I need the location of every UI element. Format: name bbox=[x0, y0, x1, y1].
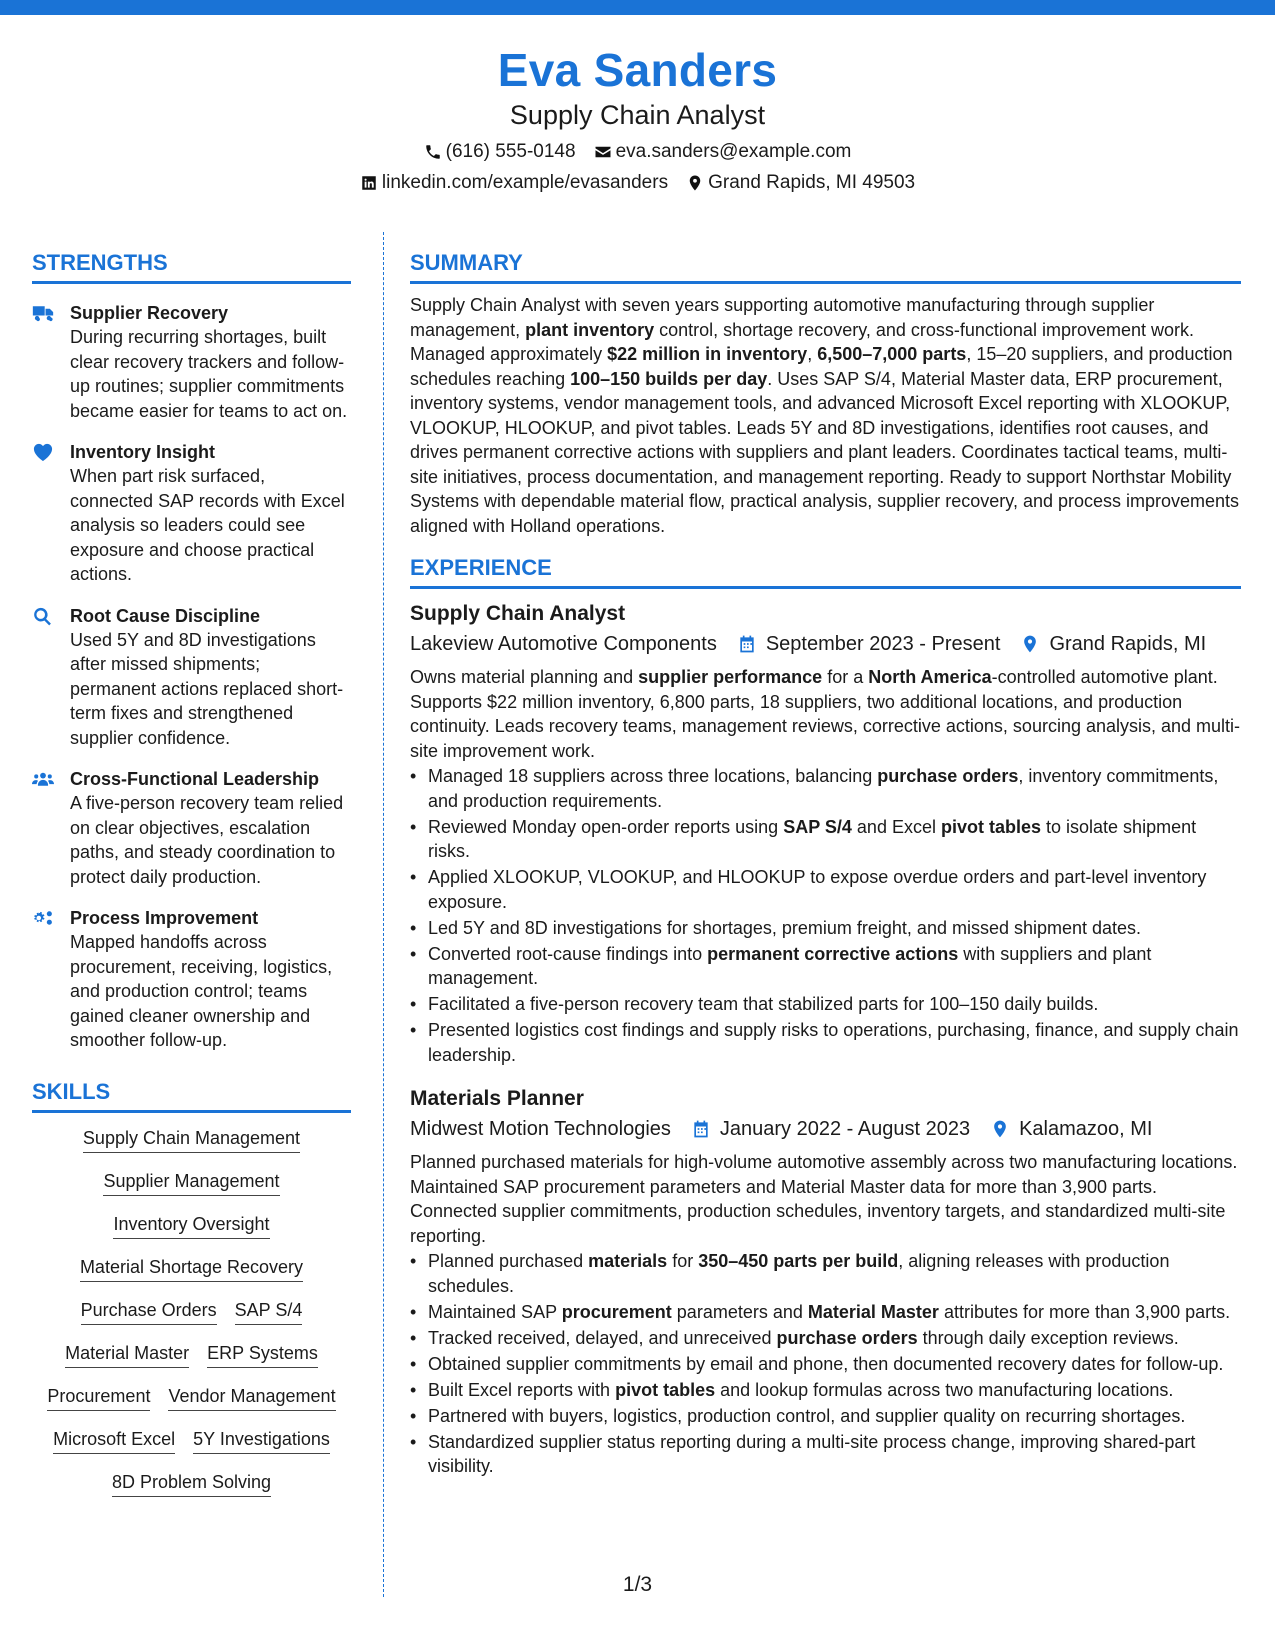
skill-tag: 5Y Investigations bbox=[193, 1428, 330, 1454]
emphasis-text: 350–450 parts per build bbox=[698, 1251, 899, 1271]
strength-item bbox=[32, 301, 351, 423]
location-text: Grand Rapids, MI 49503 bbox=[708, 172, 916, 193]
text-run: for bbox=[667, 1251, 699, 1271]
phone-icon bbox=[424, 143, 442, 161]
text-run: Planned purchased materials for high-volume automotive assembly across two manufacturing locations. Maintained SAP procurement parameters and Material Master data for more than 3,900 parts. Connected supplier commitments, production schedules, inventory targets, and standardized multi-site reporting. bbox=[410, 1152, 1238, 1246]
phone-text: (616) 555-0148 bbox=[445, 141, 576, 162]
emphasis-text: plant inventory bbox=[525, 319, 655, 340]
linkedin-contact[interactable] bbox=[360, 171, 668, 195]
strength-desc: Used 5Y and 8D investigations after missed shipments; permanent actions replaced short-term fixes and strengthened supplier confidence. bbox=[70, 629, 344, 748]
strength-title: Inventory Insight bbox=[70, 442, 216, 462]
text-run: through daily exception reviews. bbox=[917, 1327, 1179, 1348]
job-dates: January 2022 - August 2023 bbox=[719, 1118, 971, 1140]
skill-tag: ERP Systems bbox=[207, 1342, 318, 1368]
text-run: parameters and bbox=[671, 1301, 808, 1322]
phone-contact[interactable] bbox=[424, 140, 576, 164]
emphasis-text: supplier performance bbox=[638, 667, 823, 687]
text-run: Obtained supplier commitments by email and phone, then documented recovery dates for follow-up. bbox=[428, 1353, 1224, 1374]
skill-tag: Supply Chain Management bbox=[83, 1127, 300, 1153]
strength-desc: When part risk surfaced, connected SAP records with Excel analysis so leaders could see exposure and choose practical actions. bbox=[70, 466, 345, 584]
search-icon bbox=[32, 606, 54, 626]
bullet-item bbox=[410, 916, 1241, 941]
location-contact bbox=[686, 171, 915, 195]
text-run: to isolate shipment risks. bbox=[428, 816, 1197, 861]
skill-tag: SAP S/4 bbox=[235, 1299, 303, 1325]
emphasis-text: Material Master bbox=[807, 1301, 939, 1322]
text-run: Presented logistics cost findings and supply risks to operations, purchasing, finance, and supply chain leadership. bbox=[428, 1020, 1239, 1065]
map-pin-icon bbox=[686, 174, 704, 192]
text-run: -controlled automotive plant. Supports $22 million inventory, 6,800 parts, 18 suppliers, two additional locations, and production continuity. Leads recovery teams, management reviews, corrective actions, sourcing analysis, and multi-site improvement work. bbox=[410, 667, 1241, 761]
emphasis-text: pivot tables bbox=[940, 816, 1042, 837]
job-company: Lakeview Automotive Components bbox=[410, 633, 717, 655]
text-run: Owns material planning and bbox=[410, 667, 639, 687]
users-icon bbox=[32, 769, 54, 789]
skill-tag: Procurement bbox=[47, 1385, 150, 1411]
bullet-item bbox=[410, 764, 1241, 813]
skills-heading: SKILLS bbox=[32, 1077, 351, 1113]
text-run: for a bbox=[822, 667, 869, 687]
calendar-icon bbox=[691, 1119, 711, 1139]
skill-row bbox=[32, 1256, 351, 1282]
map-pin-icon bbox=[990, 1119, 1010, 1139]
text-run: , bbox=[807, 344, 818, 364]
job-location: Kalamazoo, MI bbox=[1019, 1118, 1153, 1140]
strength-desc: Mapped handoffs across procurement, receiving, logistics, and production control; teams gained cleaner ownership and smoother follow-up. bbox=[70, 932, 333, 1050]
strength-item bbox=[32, 440, 351, 587]
summary-text bbox=[410, 293, 1241, 538]
strengths-section bbox=[32, 248, 351, 1053]
job-title: Supply Chain Analyst bbox=[410, 602, 626, 625]
strength-desc: A five-person recovery team relied on clear objectives, escalation paths, and steady coordination to protect daily production. bbox=[70, 793, 344, 887]
skill-tag: Inventory Oversight bbox=[113, 1213, 269, 1239]
experience-heading: EXPERIENCE bbox=[410, 553, 1241, 589]
text-run: . Uses SAP S/4, Material Master data, ERP procurement, inventory systems, vendor management tools, and advanced Microsoft Excel reporting with XLOOKUP, VLOOKUP, HLOOKUP, and pivot tables. Leads 5Y and 8D investigations, identifies root causes, and drives permanent corrective actions with suppliers and plant leaders. Coordinates tactical teams, multi-site initiatives, process documentation, and management reporting. Ready to support Northstar Mobility Systems with dependable material flow, practical analysis, supplier recovery, and process improvements aligned with Holland operations. bbox=[410, 368, 1240, 536]
experience-section bbox=[410, 553, 1241, 1479]
skill-tag: Material Master bbox=[65, 1342, 189, 1368]
contact-line-1 bbox=[0, 140, 1275, 164]
resume-header bbox=[0, 42, 1275, 195]
column-divider bbox=[383, 232, 384, 1597]
skill-row bbox=[32, 1428, 351, 1454]
emphasis-text: permanent corrective actions bbox=[707, 943, 959, 964]
text-run: Applied XLOOKUP, VLOOKUP, and HLOOKUP to expose overdue orders and part-level inventory exposure. bbox=[428, 867, 1207, 912]
skill-row bbox=[32, 1342, 351, 1368]
candidate-role: Supply Chain Analyst bbox=[509, 100, 766, 130]
job-company: Midwest Motion Technologies bbox=[410, 1118, 671, 1140]
text-run: Maintained SAP bbox=[428, 1301, 562, 1322]
text-run: Managed 18 suppliers across three locations, balancing bbox=[428, 766, 878, 786]
skill-row bbox=[32, 1213, 351, 1239]
skill-row bbox=[32, 1385, 351, 1411]
bullet-item bbox=[410, 1018, 1241, 1067]
skill-row bbox=[32, 1170, 351, 1196]
skill-tag: Material Shortage Recovery bbox=[80, 1256, 303, 1282]
text-run: Supply Chain Analyst with seven years supporting automotive manufacturing through supplier management, bbox=[410, 295, 1155, 340]
bullet-item bbox=[410, 1300, 1241, 1325]
skill-row bbox=[32, 1471, 351, 1497]
bullet-item bbox=[410, 942, 1241, 991]
skill-tag: 8D Problem Solving bbox=[112, 1471, 271, 1497]
text-run: Converted root-cause findings into bbox=[428, 943, 708, 964]
text-run: control, shortage recovery, and cross-functional improvement work. Managed approximately bbox=[410, 319, 1194, 364]
strength-title: Root Cause Discipline bbox=[70, 605, 261, 626]
calendar-icon bbox=[737, 634, 757, 654]
job-dates: September 2023 - Present bbox=[765, 633, 1001, 655]
page-number: 1/3 bbox=[622, 1573, 653, 1596]
strengths-heading: STRENGTHS bbox=[32, 248, 351, 284]
emphasis-text: pivot tables bbox=[615, 1379, 716, 1400]
bullet-item bbox=[410, 1404, 1241, 1429]
text-run: Standardized supplier status reporting during a multi-site process change, improving shared-part visibility. bbox=[428, 1431, 1196, 1476]
strength-item bbox=[32, 767, 351, 889]
text-run: Tracked received, delayed, and unreceived bbox=[428, 1327, 777, 1348]
job-entry bbox=[410, 1085, 1241, 1479]
emphasis-text: 100–150 builds per day bbox=[570, 368, 768, 389]
heart-icon bbox=[32, 442, 54, 462]
right-column bbox=[410, 248, 1241, 1480]
bullet-item bbox=[410, 1326, 1241, 1351]
strength-item bbox=[32, 906, 351, 1053]
skill-row bbox=[32, 1127, 351, 1153]
strength-title: Supplier Recovery bbox=[70, 303, 229, 323]
emphasis-text: purchase orders bbox=[877, 766, 1019, 786]
emphasis-text: $22 million in inventory bbox=[607, 344, 808, 364]
job-description bbox=[410, 665, 1241, 763]
strength-item bbox=[32, 604, 351, 751]
text-run: and lookup formulas across two manufacturing locations. bbox=[715, 1379, 1174, 1400]
emphasis-text: procurement bbox=[561, 1301, 672, 1322]
text-run: Reviewed Monday open-order reports using bbox=[428, 816, 784, 837]
skill-row bbox=[32, 1299, 351, 1325]
text-run: Built Excel reports with bbox=[428, 1379, 616, 1400]
bullet-item bbox=[410, 865, 1241, 914]
top-accent-bar bbox=[0, 0, 1275, 15]
bullet-item bbox=[410, 815, 1241, 864]
truck-icon bbox=[32, 303, 54, 323]
text-run: and Excel bbox=[851, 816, 941, 837]
text-run: Facilitated a five-person recovery team that stabilized parts for 100–150 daily builds. bbox=[428, 994, 1099, 1014]
bullet-item bbox=[410, 992, 1241, 1017]
text-run: , aligning releases with production schedules. bbox=[428, 1251, 1170, 1296]
strength-title: Cross-Functional Leadership bbox=[70, 769, 320, 789]
job-bullets bbox=[410, 1249, 1241, 1479]
strength-title: Process Improvement bbox=[70, 908, 259, 928]
text-run: attributes for more than 3,900 parts. bbox=[938, 1301, 1231, 1322]
linkedin-text: linkedin.com/example/evasanders bbox=[381, 172, 669, 193]
bullet-item bbox=[410, 1249, 1241, 1298]
contact-line-2 bbox=[0, 171, 1275, 195]
skill-tag: Microsoft Excel bbox=[53, 1428, 175, 1454]
emphasis-text: SAP S/4 bbox=[783, 816, 852, 837]
text-run: , inventory commitments, and production requirements. bbox=[428, 766, 1219, 811]
emphasis-text: purchase orders bbox=[776, 1327, 918, 1348]
strength-desc: During recurring shortages, built clear recovery trackers and follow-up routines; supplier commitments became easier for teams to act on. bbox=[70, 327, 348, 421]
linkedin-icon bbox=[360, 174, 378, 192]
bullet-item bbox=[410, 1378, 1241, 1403]
job-location: Grand Rapids, MI bbox=[1049, 633, 1207, 655]
summary-heading: SUMMARY bbox=[410, 248, 1241, 284]
job-meta bbox=[410, 1115, 1241, 1143]
bullet-item bbox=[410, 1352, 1241, 1377]
job-meta bbox=[410, 630, 1241, 658]
job-title: Materials Planner bbox=[410, 1087, 584, 1110]
text-run: Led 5Y and 8D investigations for shortages, premium freight, and missed shipment dates. bbox=[428, 917, 1142, 938]
left-column bbox=[32, 248, 351, 1514]
skill-tag: Vendor Management bbox=[168, 1385, 335, 1411]
text-run: Planned purchased bbox=[428, 1251, 589, 1271]
job-description bbox=[410, 1150, 1241, 1248]
skill-tag: Supplier Management bbox=[103, 1170, 279, 1196]
skill-tag: Purchase Orders bbox=[81, 1299, 217, 1325]
job-bullets bbox=[410, 764, 1241, 1067]
envelope-icon bbox=[594, 143, 612, 161]
text-run: with suppliers and plant management. bbox=[428, 943, 1152, 988]
gears-icon bbox=[32, 908, 54, 928]
text-run: , 15–20 suppliers, and production schedules reaching bbox=[410, 344, 1233, 389]
map-pin-icon bbox=[1020, 634, 1040, 654]
email-text: eva.sanders@example.com bbox=[615, 141, 852, 162]
emphasis-text: materials bbox=[588, 1251, 668, 1271]
emphasis-text: North America bbox=[868, 667, 992, 687]
candidate-name: Eva Sanders bbox=[497, 44, 778, 96]
bullet-item bbox=[410, 1430, 1241, 1479]
summary-section bbox=[410, 248, 1241, 538]
text-run: Partnered with buyers, logistics, production control, and supplier quality on recurring shortages. bbox=[428, 1405, 1186, 1426]
skills-list bbox=[32, 1127, 351, 1497]
email-contact[interactable] bbox=[594, 140, 852, 164]
job-entry bbox=[410, 600, 1241, 1067]
emphasis-text: 6,500–7,000 parts bbox=[817, 344, 967, 364]
skills-section bbox=[32, 1077, 351, 1497]
